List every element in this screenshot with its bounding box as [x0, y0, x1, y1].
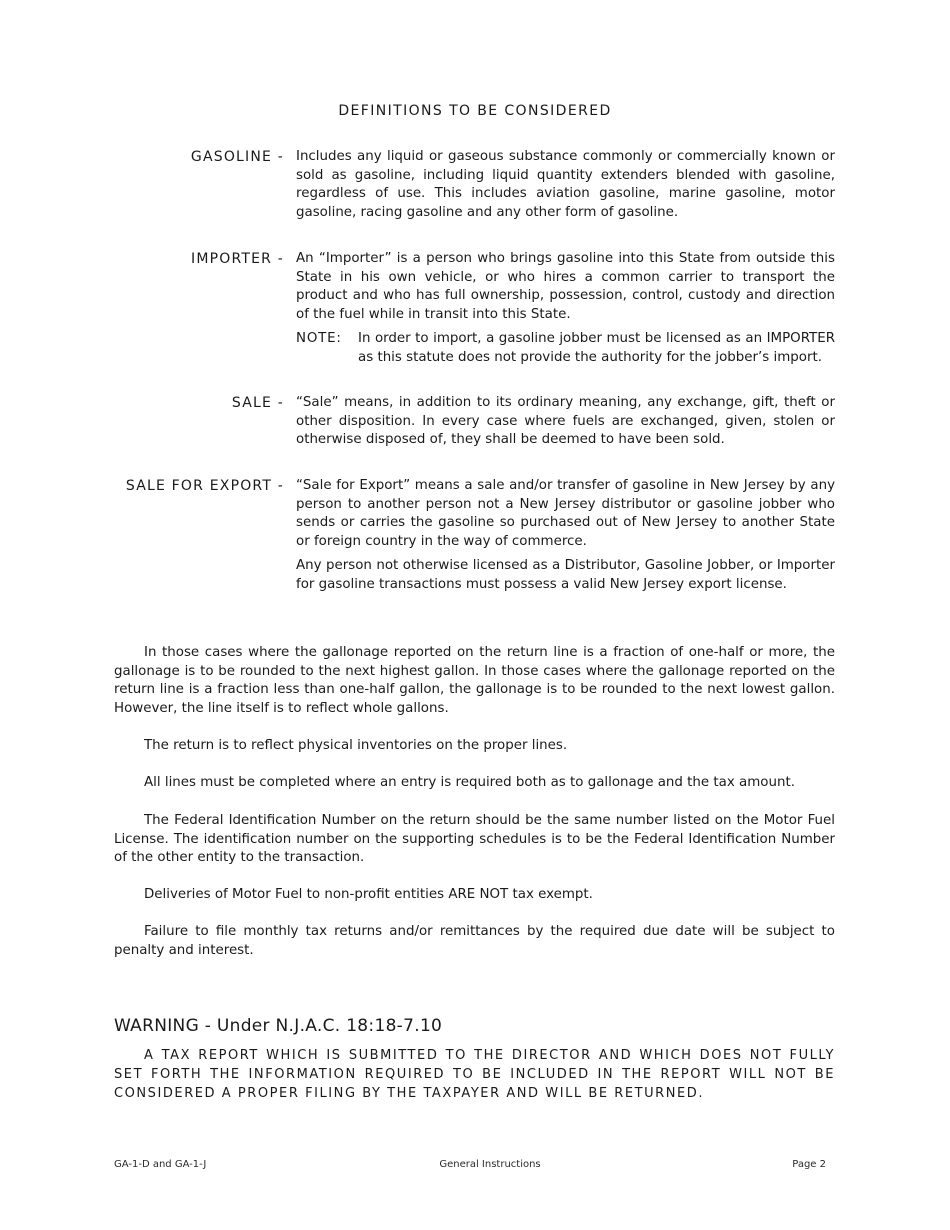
note-label: NOTE: — [296, 330, 342, 346]
warning-title: WARNING - Under N.J.A.C. 18:18-7.10 — [114, 1016, 443, 1036]
footer-section-title: General Instructions — [439, 1159, 541, 1170]
warning-text: A TAX REPORT WHICH IS SUBMITTED TO THE DIRECTOR AND WHICH DOES NOT FULLY SET FORTH THE INFORMATION REQUIRED TO BE INCLUDED IN THE REPORT WILL NOT BE CONSIDERED A PROPER FILING BY THE TAXPAYER AND WILL BE RETURNED. — [114, 1048, 835, 1101]
page-title: DEFINITIONS TO BE CONSIDERED — [338, 103, 612, 119]
definition-term: SALE FOR EXPORT - — [125, 478, 284, 494]
definition-description — [296, 394, 835, 450]
instruction-inventories: The return is to reflect physical inventories on the proper lines. — [144, 738, 568, 753]
definition-description — [296, 250, 835, 367]
instruction-failure-to-file: Failure to file monthly tax returns and/or remittances by the required due date will be subject to penalty and interest. — [114, 924, 835, 958]
instruction-federal-id: The Federal Identification Number on the return should be the same number listed on the Motor Fuel License. The identification number on the supporting schedules is to be the Federal Identification Number of the other entity to the transaction. — [114, 813, 835, 866]
footer-form-id: GA-1-D and GA-1-J — [114, 1159, 207, 1170]
definition-term: SALE - — [231, 395, 284, 411]
definition-paragraph: An “Importer” is a person who brings gasoline into this State from outside this State in his own vehicle, or who hires a common carrier to transport the product and who has full ownership, possession, control, custody and direction of the fuel while in transit into this State. — [296, 251, 835, 323]
definition-note — [296, 330, 835, 367]
definition-term: IMPORTER - — [190, 251, 284, 267]
definition-paragraph: Includes any liquid or gaseous substance commonly or commercially known or sold as gasoline, including liquid quantity extenders blended with gasoline, regardless of use. This includes aviation gasoline, marine gasoline, motor gasoline, racing gasoline and any other form of gasoline. — [296, 149, 835, 221]
definition-paragraph: “Sale for Export” means a sale and/or transfer of gasoline in New Jersey by any person to another person not a New Jersey distributor or gasoline jobber who sends or carries the gasoline so purchased out of New Jersey to another State or foreign country in the way of commerce. — [296, 478, 835, 550]
definition-description — [296, 477, 835, 594]
definition-paragraph: “Sale” means, in addition to its ordinary meaning, any exchange, gift, theft or other disposition. In every case where fuels are exchanged, given, stolen or otherwise disposed of, they shall be deemed to have been sold. — [296, 395, 835, 448]
note-text: In order to import, a gasoline jobber must be licensed as an IMPORTER as this statute does not provide the authority for the jobber’s import. — [358, 330, 835, 365]
footer-page-number: Page 2 — [792, 1159, 826, 1170]
instruction-lines: All lines must be completed where an entry is required both as to gallonage and the tax amount. — [144, 775, 795, 790]
definition-paragraph: Any person not otherwise licensed as a Distributor, Gasoline Jobber, or Importer for gasoline transactions must possess a valid New Jersey export license. — [296, 557, 835, 592]
definition-term: GASOLINE - — [190, 149, 284, 165]
instruction-non-profit: Deliveries of Motor Fuel to non-profit entities ARE NOT tax exempt. — [144, 887, 593, 902]
definition-description — [296, 148, 835, 223]
instruction-rounding: In those cases where the gallonage reported on the return line is a fraction of one-half or more, the gallonage is to be rounded to the next highest gallon. In those cases where the gallonage reported on the return line is a fraction less than one-half gallon, the gallonage is to be rounded to the next lowest gallon. However, the line itself is to reflect whole gallons. — [114, 645, 835, 717]
